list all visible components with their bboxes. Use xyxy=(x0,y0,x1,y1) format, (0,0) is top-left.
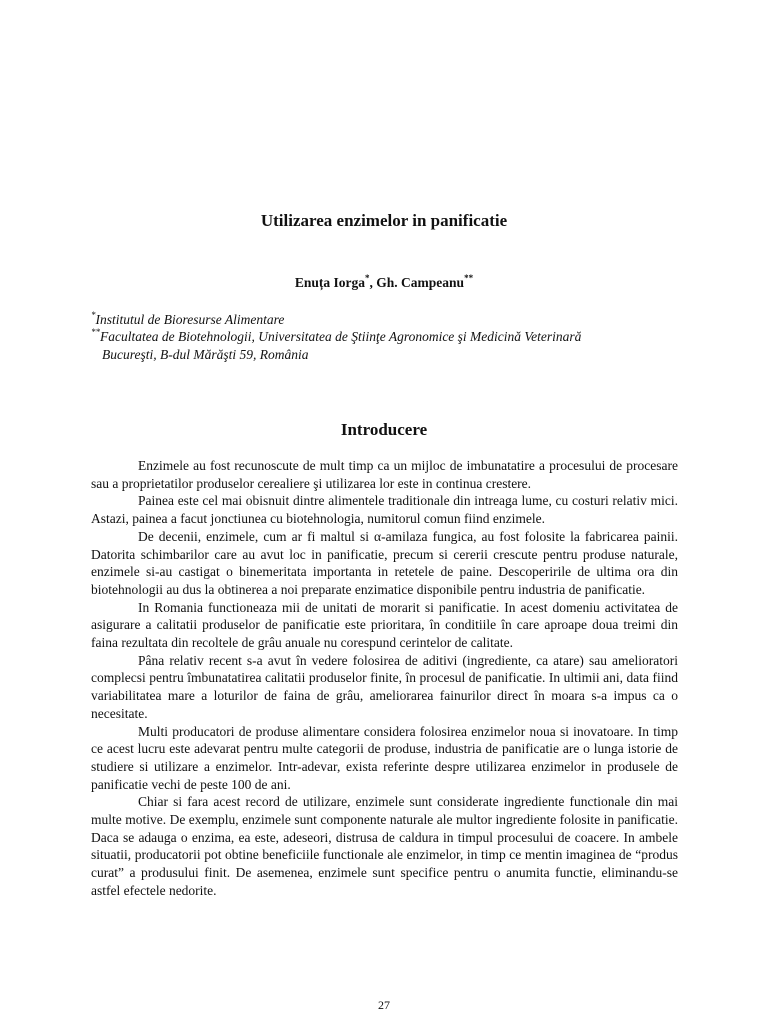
paragraph: Painea este cel mai obisnuit dintre alimentele traditionale din intreaga lume, cu costuri relativ mici. Astazi, painea a facut jonctiunea cu biotehnologia, numitorul comun fiind enzimele. xyxy=(91,493,678,527)
body-text xyxy=(91,457,678,900)
affiliation-text: Facultatea de Biotehnologii, Universitatea de Ştiinţe Agronomice şi Medicină Veterinară xyxy=(100,329,582,344)
author-line xyxy=(0,275,768,291)
paragraph: In Romania functioneaza mii de unitati de morarit si panificatie. In acest domeniu activitatea de asigurare a calitatii produselor de panificatie este prioritara, în conditiile în care aproape doua treimi din faina rezultata din recoltele de grâu anuale nu corespund cerintelor de calitate. xyxy=(91,599,678,651)
affiliation-line xyxy=(91,328,691,346)
paper-title: Utilizarea enzimelor in panificatie xyxy=(260,211,508,230)
page-number: 27 xyxy=(378,998,390,1012)
affiliation-line xyxy=(102,346,702,364)
affiliation-text: Institutul de Bioresurse Alimentare xyxy=(95,312,285,327)
author-separator: , xyxy=(369,275,377,290)
author-name: Gh. Campeanu xyxy=(376,275,465,290)
paragraph: Pâna relativ recent s-a avut în vedere folosirea de aditivi (ingrediente, ca atare) sau amelioratori complecsi pentru îmbunatatirea calitatii produselor finite, în procesul de panificatie. In ultimii ani, data fiind variabilitatea mare a loturilor de faina de grâu, ameliorarea fainurilor direct în moara s-a impus ca o necesitate. xyxy=(91,652,678,721)
affiliation-mark: ** xyxy=(91,327,100,337)
author-name: Enuța Iorga xyxy=(294,275,366,290)
paragraph: Enzimele au fost recunoscute de mult timp ca un mijloc de imbunatatire a procesului de procesare sau a proprietatilor produselor cerealiere şi utilizarea lor este in continua crestere. xyxy=(91,458,678,491)
author-affiliation-mark: * xyxy=(365,273,370,283)
affiliation-text: Bucureşti, B-dul Mărăşti 59, România xyxy=(102,347,309,362)
paragraph: Chiar si fara acest record de utilizare, enzimele sunt considerate ingrediente functionale din mai multe motive. De exemplu, enzimele sunt componente naturale ale multor ingrediente folosite in panificatie. Daca se adauga o enzima, ea este, adeseori, distrusa de caldura in timpul procesului de coacere. In ambele situatii, producatorii pot obtine beneficiile functionale ale enzimelor, in timp ce mentin imaginea de “produs curat” a produsului finit. De asemenea, enzimele sunt specifice pentru o anumita functie, eliminandu-se astfel efectele nedorite. xyxy=(91,794,678,898)
paragraph: Multi producatori de produse alimentare considera folosirea enzimelor noua si inovatoare. In timp ce acest lucru este adevarat pentru multe categorii de produse, industria de panificatie are o lunga istorie de studiere si utilizare a enzimelor. Intr-adevar, exista referinte despre utilizarea enzimelor in produsele de panificatie vechi de peste 100 de ani. xyxy=(91,723,678,792)
author-affiliation-mark: ** xyxy=(464,273,474,283)
affiliation-mark: * xyxy=(91,310,96,320)
affiliation-line xyxy=(91,311,691,329)
paragraph: De decenii, enzimele, cum ar fi maltul si α-amilaza fungica, au fost folosite la fabricarea painii. Datorita schimbarilor care au avut loc in panificatie, precum si cererii crescute pentru produse naturale, enzimele si-au castigat o binemeritata importanta in retetele de paine. Descoperirile de ultima ora din biotehnologii au dus la obtinerea a noi preparate enzimatice disponibile pentru industria de panificatie. xyxy=(91,528,678,597)
section-heading: Introducere xyxy=(340,420,428,439)
